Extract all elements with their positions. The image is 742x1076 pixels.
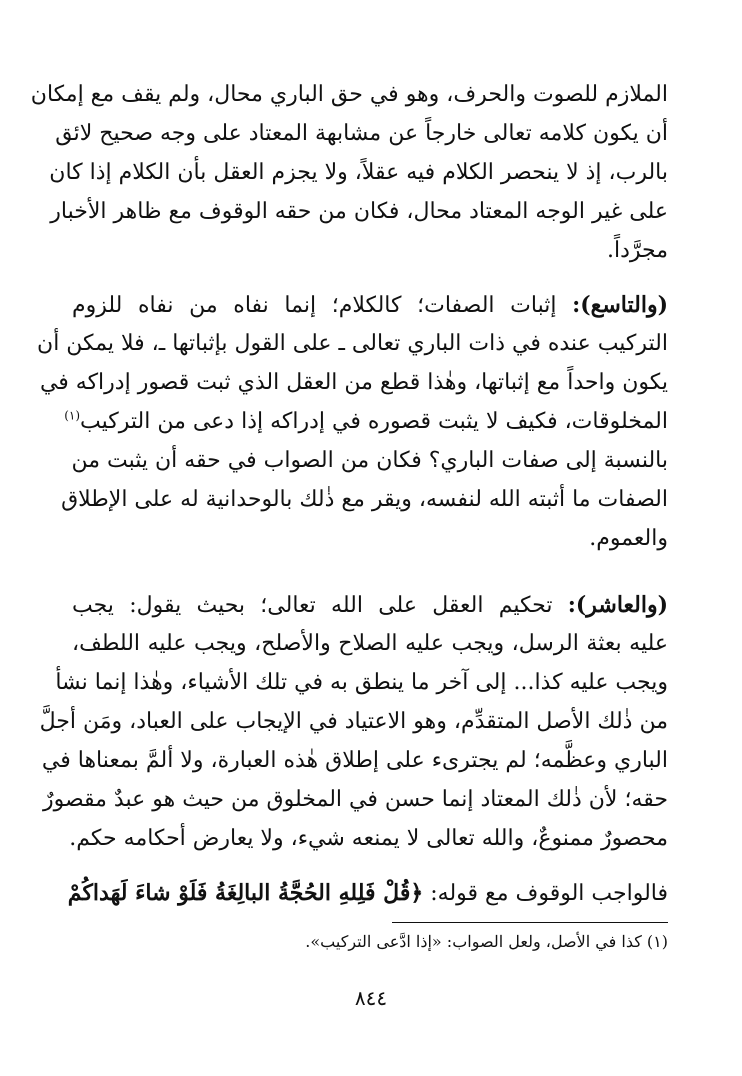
p2-line-6: الصفات ما أثبته الله لنفسه، ويقر مع ذٰلك بالوحدانية له على الإطلاق [61,487,668,512]
p3-line-4: من ذٰلك الأصل المتقدِّم، وهو الاعتياد في الإيجاب على العباد، ومَن أجلَّ [39,709,668,734]
footnote-reference[interactable]: (١) [64,408,81,423]
p3-line-7: محصورٌ ممنوعٌ، والله تعالى لا يمنعه شيء، ولا يعارض أحكامه حكم. [69,826,668,851]
p2-line-7: والعموم. [589,526,668,551]
p1-line-5: مجرَّداً. [606,238,668,263]
p1-line-4: على غير الوجه المعتاد محال، فكان من حقه الوقوف مع ظاهر الأخبار [50,199,668,224]
p3-line-1-text: تحكيم العقل على الله تعالى؛ بحيث يقول: يجب [72,593,553,618]
p4-intro: فالواجب الوقوف مع قوله: [430,881,668,906]
p2-line-4 [64,405,668,439]
p3-line-3: ويجب عليه كذا... إلى آخر ما ينطق به في تلك الأشياء، وهٰذا إنما نشأ [55,670,668,695]
p3-line-1 [72,588,668,622]
p1-line-1: الملازم للصوت والحرف، وهو في حق الباري محال، ولم يقف مع إمكان [30,82,668,107]
p2-heading: (والتاسع): [572,292,668,318]
p3-line-6: حقه؛ لأن ذٰلك المعتاد إنما حسن في المخلوق من حيث هو عبدٌ مقصورٌ [42,787,668,812]
page-number: ٨٤٤ [354,986,388,1010]
p2-line-5: بالنسبة إلى صفات الباري؟ فكان من الصواب في حقه أن يثبت من [71,448,668,473]
p2-line-1-text: إثبات الصفات؛ كالكلام؛ إنما نفاه من نفاه للزوم [72,293,557,318]
footnote: (١) كذا في الأصل، ولعل الصواب: «إذا ادَّعى التركيب». [305,932,668,951]
p3-line-2: عليه بعثة الرسل، ويجب عليه الصلاح والأصلح، ويجب عليه اللطف، [72,631,668,656]
quran-verse: ﴿قُلْ فَلِلهِ الحُجَّةُ البالِغَةُ فَلَوْ شاءَ لَهَداكُمْ [67,880,424,906]
p1-line-3: بالرب، إذ لا ينحصر الكلام فيه عقلاً، ولا يجزم العقل بأن الكلام إذا كان [49,160,668,185]
footnote-divider [392,922,668,923]
p3-heading: (والعاشر): [567,592,668,618]
p2-line-1 [72,288,668,322]
p2-line-3: يكون واحداً مع إثباتها، وهٰذا قطع من العقل الذي ثبت قصور إدراكه في [39,370,668,395]
p2-line-4-text: المخلوقات، فكيف لا يثبت قصوره في إدراكه إذا دعى من التركيب [80,409,668,434]
p1-line-2: أن يكون كلامه تعالى خارجاً عن مشابهة المعتاد على وجه صحيح لائق [55,121,668,146]
p2-line-2: التركيب عنده في ذات الباري تعالى ـ على القول بإثباتها ـ، فلا يمكن أن [37,331,668,356]
p3-line-5: الباري وعظَّمه؛ لم يجترىء على إطلاق هٰذه العبارة، ولا ألمَّ بمعناها في [41,748,668,773]
p4-line-1 [67,876,668,910]
